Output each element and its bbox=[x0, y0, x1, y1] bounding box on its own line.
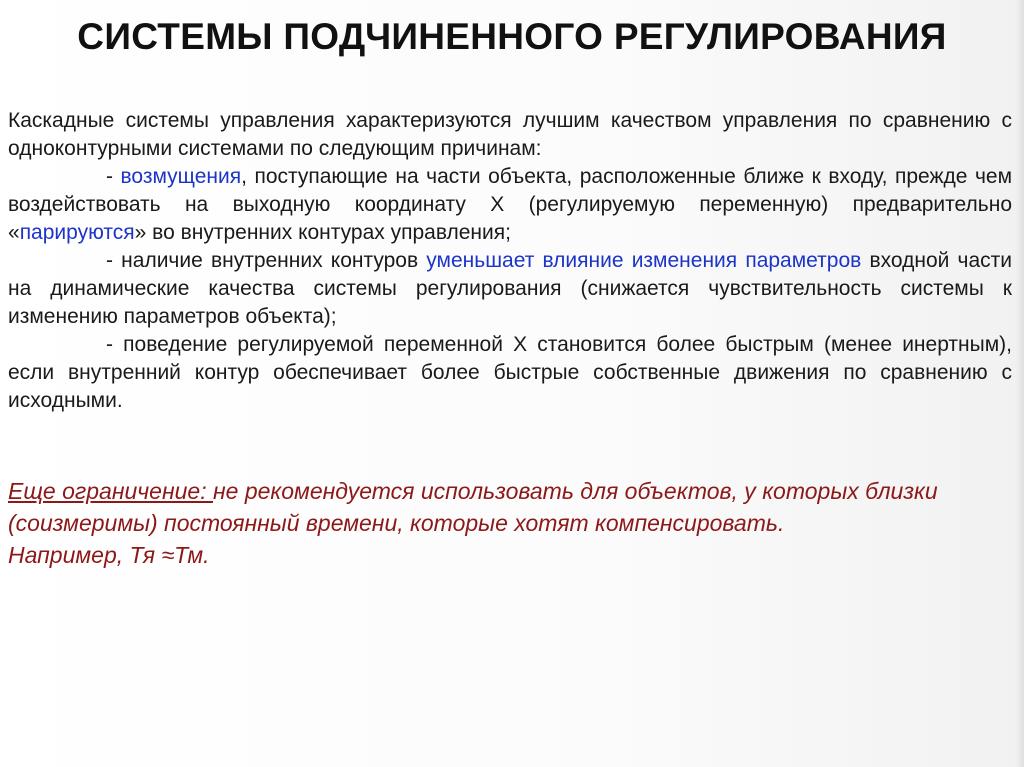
highlight-parried: парируются bbox=[19, 221, 135, 244]
point-disturbances-suffix: » во внутренних контурах управления; bbox=[134, 221, 511, 244]
limitation-text bbox=[8, 475, 998, 539]
slide-title: СИСТЕМЫ ПОДЧИНЕННОГО РЕГУЛИРОВАНИЯ bbox=[77, 16, 947, 57]
point-disturbances bbox=[8, 163, 1012, 247]
intro-paragraph: Каскадные системы управления характеризуются лучшим качеством управления по сравнению с одноконтурными системами по следующим причинам: bbox=[8, 109, 1012, 160]
point-disturbances-prefix: - bbox=[106, 165, 121, 188]
point-disturbances-middle: , поступающие на части объекта, расположенные ближе к входу, прежде чем воздействовать на выходную координату Х (регулируемую переменную) предварительно « bbox=[8, 165, 1013, 244]
limitation-note bbox=[8, 475, 998, 571]
limitation-body: не рекомендуется использовать для объектов, у которых близки (соизмеримы) постоянный времени, которые хотят компенсировать. bbox=[8, 478, 938, 536]
point-inner-loops bbox=[8, 247, 1012, 331]
point-inner-loops-prefix: - наличие внутренних контуров bbox=[106, 249, 427, 272]
point-inner-loops-suffix: входной части на динамические качества системы регулирования (снижается чувствительность системы к изменению параметров объекта); bbox=[8, 249, 1013, 328]
slide-body bbox=[8, 107, 1012, 415]
point-faster-behavior: - поведение регулируемой переменной Х становится более быстрым (менее инертным), если внутренний контур обеспечивает более быстрые собственные движения по сравнению с исходными. bbox=[8, 333, 1012, 412]
highlight-disturbances: возмущения bbox=[120, 165, 242, 188]
limitation-lead: Еще ограничение: bbox=[8, 478, 213, 504]
limitation-example: Например, Тя ≈Тм. bbox=[8, 542, 210, 568]
slide-edge-shadow bbox=[1016, 0, 1024, 767]
highlight-parameter-influence: уменьшает влияние изменения параметров bbox=[426, 249, 862, 272]
